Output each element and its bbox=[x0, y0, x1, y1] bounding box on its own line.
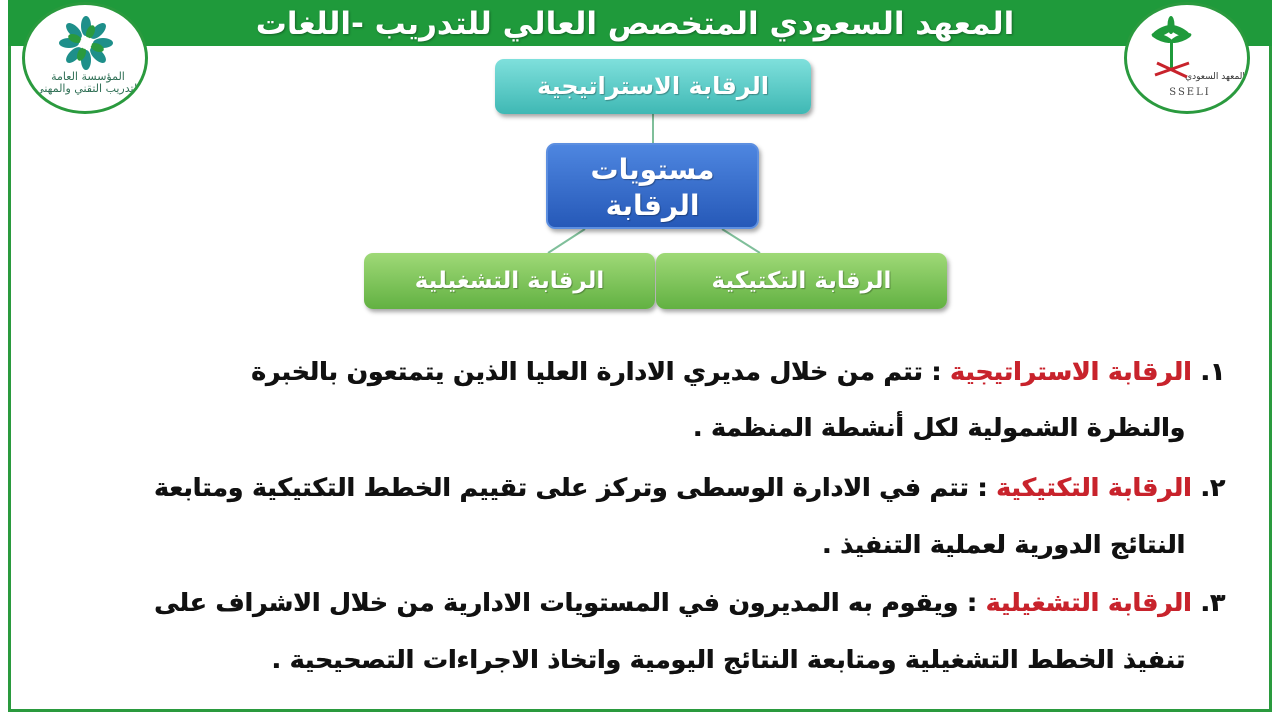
item-3-number: ٣. bbox=[1200, 588, 1225, 617]
header-title: المعهد السعودي المتخصص العالي للتدريب -اللغات bbox=[255, 6, 1015, 42]
item-1-number: ١. bbox=[1200, 357, 1225, 386]
item-1-text: : تتم من خلال مديري الادارة العليا الذين يتمتعون بالخبرة bbox=[250, 357, 950, 386]
left-logo-caption: المؤسسة العامة للتدريب التقني والمهني bbox=[35, 70, 141, 95]
strategic-control-box: الرقابة الاستراتيجية bbox=[495, 59, 811, 114]
right-logo-caption: المعهد السعودي bbox=[1185, 72, 1245, 82]
operational-control-box: الرقابة التشغيلية bbox=[364, 253, 655, 309]
item-2-term: الرقابة التكتيكية bbox=[995, 473, 1192, 502]
item-1-line-1 bbox=[251, 357, 1225, 386]
item-1-term: الرقابة الاستراتيجية bbox=[949, 357, 1192, 386]
item-3-term: الرقابة التشغيلية bbox=[985, 588, 1192, 617]
item-3-text: : ويقوم به المديرون في المستويات الادارية من خلال الاشراف على bbox=[154, 588, 986, 617]
item-2-text: : تتم في الادارة الوسطى وتركز على تقييم الخطط التكتيكية ومتابعة bbox=[153, 473, 996, 502]
control-levels-box bbox=[546, 143, 759, 229]
item-3-line-2: تنفيذ الخطط التشغيلية ومتابعة النتائج اليومية واتخاذ الاجراءات التصحيحية . bbox=[271, 645, 1185, 674]
control-levels-line1: مستويات bbox=[590, 153, 715, 186]
item-3-line-1 bbox=[154, 588, 1225, 617]
control-levels-line2: الرقابة bbox=[605, 189, 700, 222]
item-1-line-2: والنظرة الشمولية لكل أنشطة المنظمة . bbox=[692, 413, 1185, 442]
item-2-line-2: النتائج الدورية لعملية التنفيذ . bbox=[821, 530, 1185, 559]
tactical-control-box: الرقابة التكتيكية bbox=[656, 253, 947, 309]
right-logo-abbr: SSELI bbox=[1169, 87, 1211, 98]
item-2-number: ٢. bbox=[1200, 473, 1225, 502]
item-2-line-1 bbox=[154, 473, 1225, 502]
